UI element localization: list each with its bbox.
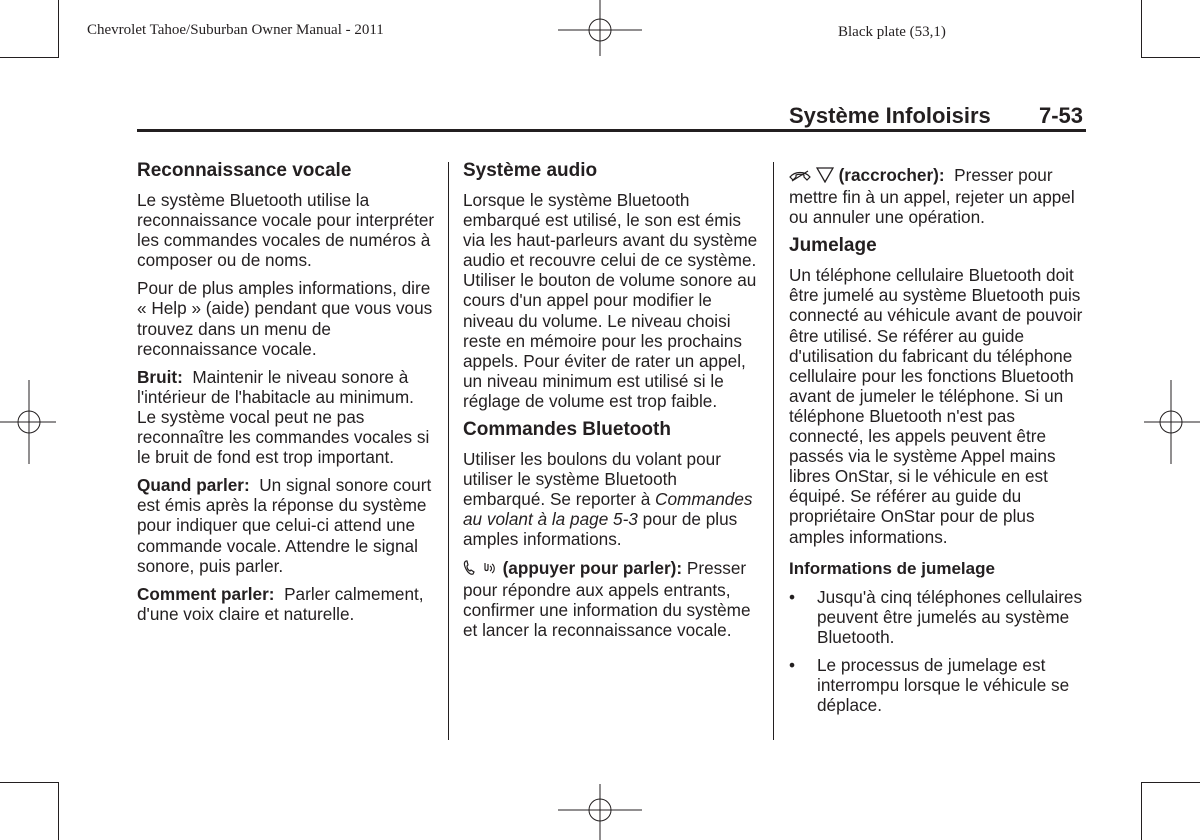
plate-label: Black plate (53,1)	[838, 24, 946, 40]
registration-mark-icon	[558, 0, 642, 56]
column-1	[137, 160, 437, 632]
paragraph	[137, 367, 437, 467]
term-label: Quand parler:	[137, 475, 250, 496]
list-item-text: Le processus de jumelage est interrompu lorsque le véhicule se déplace.	[817, 654, 1070, 716]
text-end: pour de plus amples informations.	[463, 509, 738, 550]
crop-mark	[0, 782, 58, 783]
crop-mark	[1142, 782, 1200, 783]
term-label: Bruit:	[137, 366, 183, 387]
manual-title: Chevrolet Tahoe/Suburban Owner Manual - 2011	[87, 22, 384, 38]
list-item-text: Jusqu'à cinq téléphones cellulaires peuvent être jumelés au système Bluetooth.	[817, 586, 1083, 647]
text-start: Utiliser les boulons du volant pour utiliser le système Bluetooth embarqué. Se reporter à	[463, 449, 721, 510]
heading-jumelage: Jumelage	[789, 235, 877, 257]
paragraph: Pour de plus amples informations, dire « Help » (aide) pendant que vous vous trouvez dans un menu de reconnaissance vocale.	[137, 278, 433, 359]
list-item	[789, 655, 1089, 715]
heading-commandes-bluetooth: Commandes Bluetooth	[463, 419, 671, 441]
term-text: Presser pour répondre aux appels entrants, confirmer une information du système et lancer la reconnaissance vocale.	[463, 557, 751, 640]
paragraph	[137, 475, 437, 575]
paragraph: Un téléphone cellulaire Bluetooth doit être jumelé au système Bluetooth puis connecté au véhicule avant de pouvoir être utilisé. Se référer au guide d'utilisation du fabricant du téléphone cellulaire pour les fonctions Bluetooth avant de jumeler le téléphone. Si un téléphone Bluetooth n'est pas connecté, les appels peuvent être passés via le système Appel mains libres OnStar, si le véhicule en est équipé. Se référer au guide du propriétaire OnStar pour de plus amples informations.	[789, 265, 1083, 547]
crop-mark	[1142, 57, 1200, 58]
heading-systeme-audio: Système audio	[463, 160, 598, 181]
phone-talk-icon	[463, 560, 477, 580]
cross-reference-link[interactable]: Commandes au volant à la page 5-3	[463, 489, 753, 530]
header-rule	[137, 129, 1086, 132]
page-number: 7-53	[1039, 103, 1084, 128]
phone-hangup-icon	[789, 167, 811, 187]
registration-mark-icon	[1144, 380, 1200, 464]
bullet-list	[789, 587, 1089, 716]
term-text: Un signal sonore court est émis après la réponse du système pour indiquer que celui-ci attend une commande vocale. Attendre le signal sonore, puis parler.	[137, 475, 432, 576]
column-divider	[773, 162, 774, 740]
paragraph	[463, 558, 763, 640]
term-text: Presser pour mettre fin à un appel, rejeter un appel ou annuler une opération.	[789, 165, 1075, 228]
term-label: (appuyer pour parler):	[502, 557, 683, 578]
paragraph: Le système Bluetooth utilise la reconnaissance vocale pour interpréter les commandes vocales de numéros à composer ou de noms.	[137, 190, 435, 271]
crop-mark	[1141, 782, 1142, 840]
crop-mark	[58, 0, 59, 58]
subheading-informations-jumelage: Informations de jumelage	[789, 558, 995, 578]
registration-mark-icon	[0, 380, 56, 464]
registration-mark-icon	[558, 784, 642, 840]
voice-icon	[482, 560, 498, 580]
paragraph	[463, 449, 763, 549]
bullet: •	[789, 586, 796, 607]
crop-mark	[0, 57, 58, 58]
paragraph	[789, 165, 1089, 227]
paragraph: Lorsque le système Bluetooth embarqué est utilisé, le son est émis via les haut-parleurs avant du système audio et recouvre celui de ce système. Utiliser le bouton de volume sonore au cours d'un appel pour modifier le niveau du volume. Le niveau choisi reste en mémoire pour les prochains appels. Pour éviter de rater un appel, un niveau minimum est utilisé si le réglage de volume est trop faible.	[463, 190, 758, 411]
heading-reconnaissance-vocale: Reconnaissance vocale	[137, 160, 352, 181]
term-text: Parler calmement, d'une voix claire et naturelle.	[137, 583, 424, 624]
bullet: •	[789, 654, 796, 675]
mute-triangle-icon	[816, 167, 834, 187]
crop-mark	[58, 782, 59, 840]
column-divider	[448, 162, 449, 740]
column-3	[789, 165, 1089, 723]
crop-mark	[1141, 0, 1142, 58]
term-label: Comment parler:	[137, 583, 275, 604]
column-2	[463, 160, 763, 648]
section-title: Système Infoloisirs	[789, 103, 991, 128]
paragraph	[137, 584, 437, 624]
list-item	[789, 587, 1089, 647]
term-text: Maintenir le niveau sonore à l'intérieur de l'habitacle au minimum. Le système vocal peut ne pas reconnaître les commandes vocales si le bruit de fond est trop important.	[137, 366, 430, 468]
term-label: (raccrocher):	[838, 165, 945, 185]
